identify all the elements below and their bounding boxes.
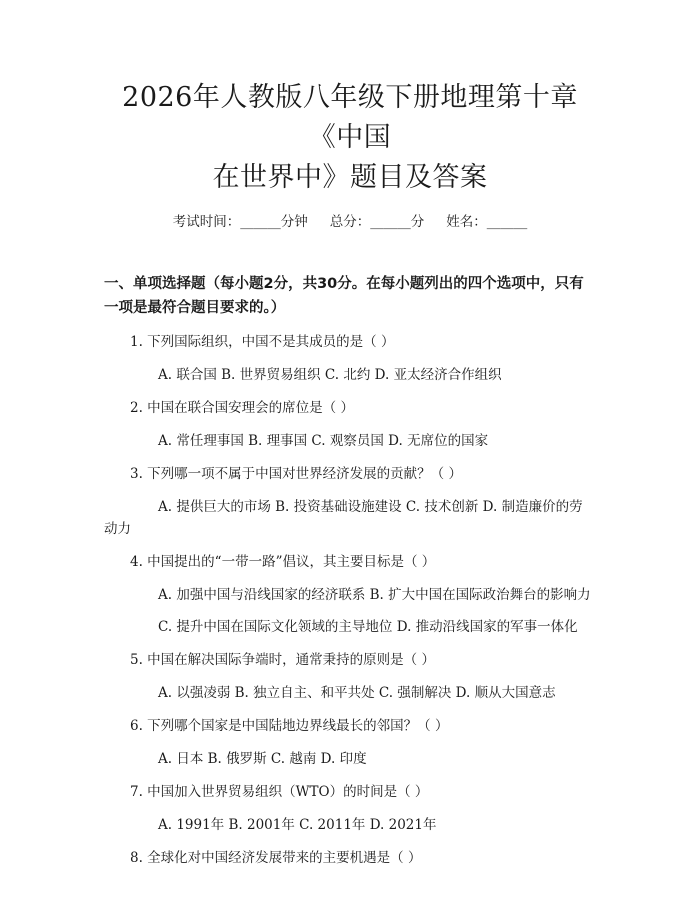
question-stem: 6. 下列哪个国家是中国陆地边界线最长的邻国？（ ） xyxy=(130,718,449,734)
exam-title-line-2: 在世界中》题目及答案 xyxy=(212,162,488,193)
name-blank: ______ xyxy=(486,214,528,230)
question-stem: 8. 全球化对中国经济发展带来的主要机遇是（ ） xyxy=(130,850,422,866)
question-stem: 7. 中国加入世界贸易组织（WTO）的时间是（ ） xyxy=(130,784,429,800)
question-5 xyxy=(104,650,596,704)
time-label: 考试时间： xyxy=(172,214,241,230)
question-4 xyxy=(104,552,596,638)
time-blank: ______ xyxy=(240,214,281,230)
name-label: 姓名： xyxy=(446,214,487,230)
question-options: A. 常任理事国 B. 理事国 C. 观察员国 D. 无席位的国家 xyxy=(158,433,489,449)
time-unit: 分钟 xyxy=(280,214,308,230)
question-list xyxy=(104,332,596,868)
score-unit: 分 xyxy=(410,214,425,230)
question-options: A. 日本 B. 俄罗斯 C. 越南 D. 印度 xyxy=(158,751,367,767)
question-2 xyxy=(104,398,596,452)
question-options: A. 以强凌弱 B. 独立自主、和平共处 C. 强制解决 D. 顺从大国意志 xyxy=(158,685,556,701)
question-options: A. 提供巨大的市场 B. 投资基础设施建设 C. 技术创新 D. 制造廉价的劳动力 xyxy=(104,499,583,537)
question-options: C. 提升中国在国际文化领域的主导地位 D. 推动沿线国家的军事一体化 xyxy=(158,619,578,635)
exam-title xyxy=(104,0,596,198)
question-stem: 4. 中国提出的“一带一路”倡议，其主要目标是（ ） xyxy=(130,554,436,570)
score-label: 总分： xyxy=(329,214,371,230)
question-stem: 1. 下列国际组织，中国不是其成员的是（ ） xyxy=(130,334,395,350)
question-options: A. 联合国 B. 世界贸易组织 C. 北约 D. 亚太经济合作组织 xyxy=(158,367,502,383)
exam-info-line xyxy=(104,212,596,232)
exam-title-line-1: 2026年人教版八年级下册地理第十章《中国 xyxy=(122,82,578,153)
question-6 xyxy=(104,716,596,770)
question-stem: 5. 中国在解决国际争端时，通常秉持的原则是（ ） xyxy=(130,652,435,668)
question-1 xyxy=(104,332,596,386)
question-stem: 3. 下列哪一项不属于中国对世界经济发展的贡献？（ ） xyxy=(130,466,462,482)
question-8 xyxy=(104,848,596,868)
score-blank: ______ xyxy=(370,214,411,230)
question-options: A. 加强中国与沿线国家的经济联系 B. 扩大中国在国际政治舞台的影响力 xyxy=(158,587,591,603)
section-heading: 一、单项选择题（每小题2分，共30分。在每小题列出的四个选项中，只有一项是最符合题目要求的。） xyxy=(104,276,584,316)
question-3 xyxy=(104,464,596,540)
question-options: A. 1991年 B. 2001年 C. 2011年 D. 2021年 xyxy=(158,817,437,833)
question-7 xyxy=(104,782,596,836)
question-stem: 2. 中国在联合国安理会的席位是（ ） xyxy=(130,400,354,416)
